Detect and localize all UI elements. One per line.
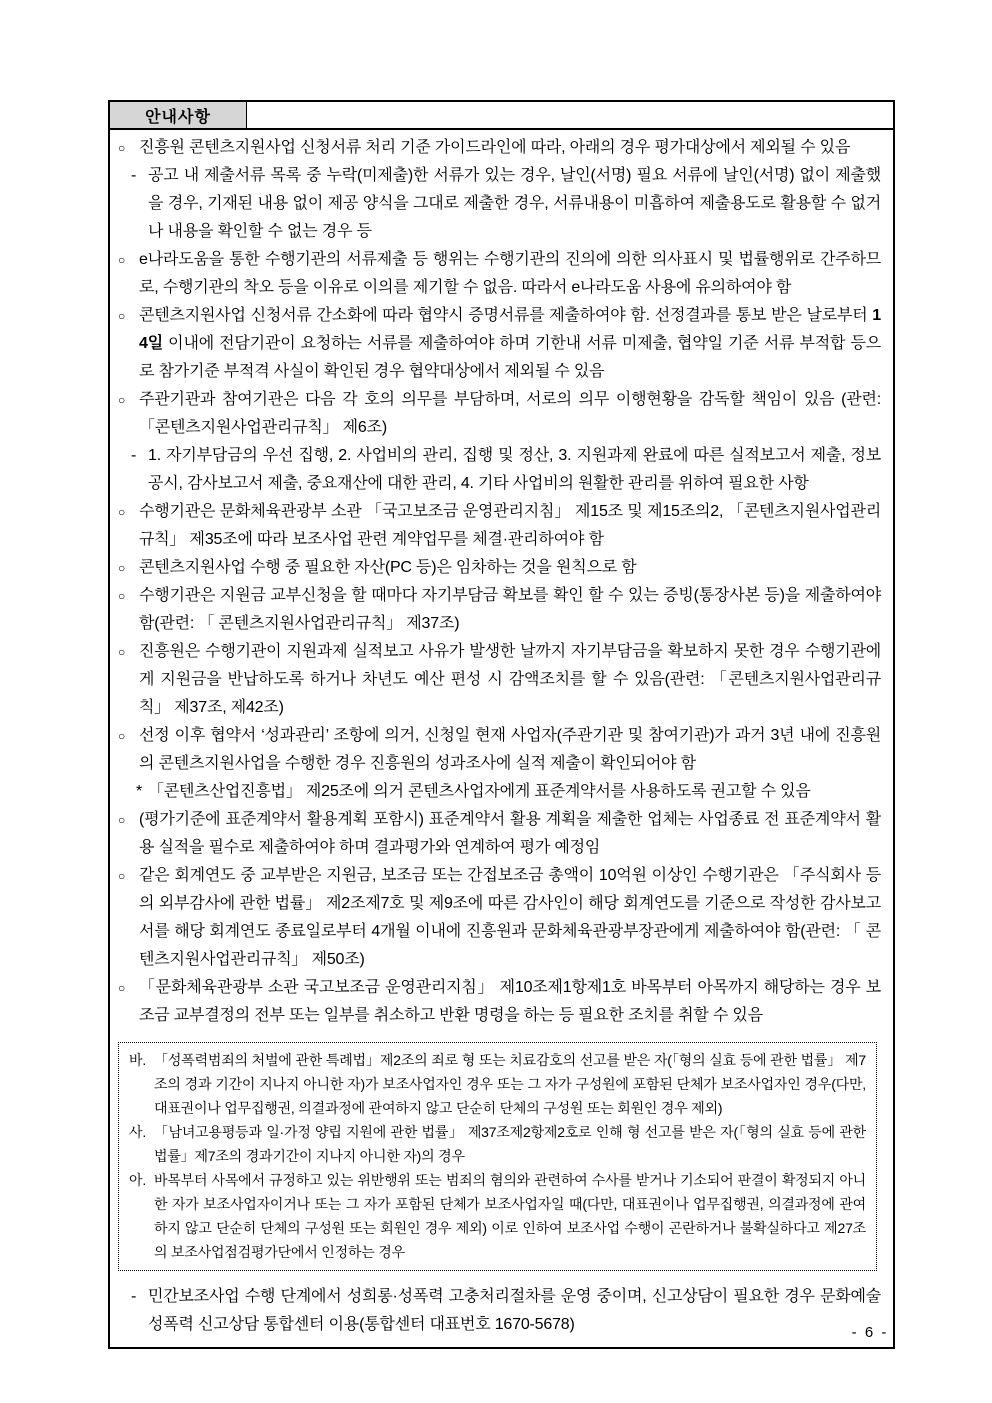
notice-table [108, 100, 895, 1349]
notice-item [112, 862, 881, 974]
item-marker: ○ [118, 813, 126, 827]
notice-header-empty-cell [247, 102, 893, 128]
notice-item [112, 974, 881, 1030]
notice-item [112, 498, 881, 554]
exclusion-clause-item [127, 1168, 866, 1264]
after-box-items [112, 1283, 881, 1339]
item-marker: 바. [129, 1052, 147, 1068]
item-text: (평가기준에 표준계약서 활용계획 포함시) 표준계약서 활용 계획을 제출한 업체는 사업종료 전 표준계약서 활용 실적을 필수로 제출하여야 하며 결과평가와 연계하여 평가 예정임 [139, 811, 881, 856]
item-marker: ○ [118, 589, 126, 603]
notice-item [112, 638, 881, 722]
item-text: 바목부터 사목에서 규정하고 있는 위반행위 또는 범죄의 혐의와 관련하여 수사를 받거나 기소되어 판결이 확정되지 아니한 자가 보조사업자이거나 또는 그 자가 포함된 단체가 보조사업자일 때(다만, 대표권이나 업무집행권, 의결과정에 관여하지 않고 단순히 단체의 구성원 또는 회원인 경우 제외) 이로 인하여 보조사업 수행이 곤란하거나 불확실하다고 제27조의 보조사업점검평가단에서 인정하는 경우 [154, 1172, 866, 1260]
item-marker: ○ [118, 561, 126, 575]
item-marker: 사. [129, 1124, 147, 1140]
item-marker: ○ [118, 729, 126, 743]
item-marker: - [131, 447, 137, 464]
notice-item [112, 582, 881, 638]
notice-item [112, 722, 881, 778]
notice-item [112, 806, 881, 862]
notice-item [112, 778, 881, 806]
notice-item [112, 554, 881, 582]
item-text: e나라도움을 통한 수행기관의 서류제출 등 행위는 수행기관의 진의에 의한 의사표시 및 법률행위로 간주하므로, 수행기관의 착오 등을 이유로 이의를 제기할 수 없음. 따라서 e나라도움 사용에 유의하여야 함 [139, 251, 881, 296]
item-text: 수행기관은 문화체육관광부 소관 「국고보조금 운영관리지침」 제15조 및 제15조의2, 「콘텐츠지원사업관리규칙」 제35조에 따라 보조사업 관련 계약업무를 체결·관리하여야 함 [139, 503, 881, 548]
item-marker: ○ [118, 141, 126, 155]
notice-item [112, 386, 881, 442]
notice-item [112, 134, 881, 162]
item-marker: - [131, 1288, 137, 1305]
item-text: 「문화체육관광부 소관 국고보조금 운영관리지침」 제10조제1항제1호 바목부터 아목까지 해당하는 경우 보조금 교부결정의 전부 또는 일부를 취소하고 반환 명령을 하는 등 필요한 조치를 취할 수 있음 [139, 979, 881, 1024]
item-text: 「성폭력범죄의 처벌에 관한 특례법」제2조의 죄로 형 또는 치료감호의 선고를 받은 자(「형의 실효 등에 관한 법률」 제7조의 경과 기간이 지나지 아니한 자)가 보조사업자인 경우 또는 그 자가 구성원에 포함된 단체가 보조사업자인 경우(다만, 대표권이나 업무집행권, 의결과정에 관여하지 않고 단순히 단체의 구성원 또는 회원인 경우 제외) [154, 1052, 866, 1116]
item-marker: ○ [118, 505, 126, 519]
item-text: 콘텐츠지원사업 수행 중 필요한 자산(PC 등)은 임차하는 것을 원칙으로 함 [139, 559, 637, 576]
page-number: - 6 - [851, 1324, 889, 1341]
notice-items [112, 134, 881, 1030]
item-text: 진흥원은 수행기관이 지원과제 실적보고 사유가 발생한 날까지 자기부담금을 확보하지 못한 경우 수행기관에게 지원금을 반납하도록 하거나 차년도 예산 편성 시 감액조치를 할 수 있음(관련: 「콘텐츠지원사업관리규칙」 제37조, 제42조) [139, 643, 881, 716]
exclusion-clauses-items [127, 1048, 866, 1264]
exclusion-clauses-box [118, 1042, 877, 1271]
item-text: 수행기관은 지원금 교부신청을 할 때마다 자기부담금 확보를 확인 할 수 있는 증빙(통장사본 등)을 제출하여야 함(관련: 「 콘텐츠지원사업관리규칙」 제37조) [139, 587, 881, 632]
item-marker: ○ [118, 645, 126, 659]
item-text: 주관기관과 참여기관은 다음 각 호의 의무를 부담하며, 서로의 의무 이행현황을 감독할 책임이 있음 (관련: 「콘텐츠지원사업관리규칙」 제6조) [139, 391, 881, 436]
item-text: 선정 이후 협약서 ‘성과관리’ 조항에 의거, 신청일 현재 사업자(주관기관 및 참여기관)가 과거 3년 내에 진흥원의 콘텐츠지원사업을 수행한 경우 진흥원의 성과조사에 실적 제출이 확인되어야 함 [139, 727, 881, 772]
item-text: 「남녀고용평등과 일·가정 양립 지원에 관한 법률」 제37조제2항제2호로 인해 형 선고를 받은 자(「형의 실효 등에 관한 법률」제7조의 경과기간이 지나지 아니한 자)의 경우 [154, 1124, 866, 1164]
item-marker: ○ [118, 869, 126, 883]
notice-header-cell: 안내사항 [110, 102, 247, 128]
notice-item [112, 1283, 881, 1339]
notice-body-cell [110, 130, 893, 1347]
item-text: 진흥원 콘텐츠지원사업 신청서류 처리 기준 가이드라인에 따라, 아래의 경우 평가대상에서 제외될 수 있음 [139, 139, 851, 156]
item-marker: 아. [129, 1172, 147, 1188]
notice-item [112, 442, 881, 498]
item-text: 민간보조사업 수행 단계에서 성희롱·성폭력 고충처리절차를 운영 중이며, 신고상담이 필요한 경우 문화예술 성폭력 신고상담 통합센터 이용(통합센터 대표번호 1670-5678) [148, 1288, 881, 1333]
item-marker: - [131, 167, 137, 184]
item-text: 공고 내 제출서류 목록 중 누락(미제출)한 서류가 있는 경우, 날인(서명) 필요 서류에 날인(서명) 없이 제출했을 경우, 기재된 내용 없이 제공 양식을 그대로 제출한 경우, 서류내용이 미흡하여 제출용도로 활용할 수 없거나 내용을 확인할 수 없는 경우 등 [148, 167, 881, 240]
item-text: 같은 회계연도 중 교부받은 지원금, 보조금 또는 간접보조금 총액이 10억원 이상인 수행기관은 「주식회사 등의 외부감사에 관한 법률」 제2조제7호 및 제9조에 따른 감사인이 해당 회계연도를 기준으로 작성한 감사보고서를 해당 회계연도 종료일로부터 4개월 이내에 진흥원과 문화체육관광부장관에게 제출하여야 함(관련: 「 콘텐츠지원사업관리규칙」 제50조) [139, 867, 881, 968]
item-marker: * [136, 783, 143, 800]
exclusion-clause-item [127, 1048, 866, 1120]
item-text: 「콘텐츠산업진흥법」 제25조에 의거 콘텐츠사업자에게 표준계약서를 사용하도록 권고할 수 있음 [148, 783, 811, 800]
exclusion-clause-item [127, 1120, 866, 1168]
item-marker: ○ [118, 253, 126, 267]
item-marker: ○ [118, 393, 126, 407]
item-text: 콘텐츠지원사업 신청서류 간소화에 따라 협약시 증명서류를 제출하여야 함. 선정결과를 통보 받은 날로부터 14일 이내에 전담기관이 요청하는 서류를 제출하여야 하며 기한내 서류 미제출, 협약일 기준 서류 부적합 등으로 참가기준 부적격 사실이 확인된 경우 협약대상에서 제외될 수 있음 [139, 307, 881, 380]
notice-header-row [110, 102, 893, 130]
notice-item [112, 246, 881, 302]
item-marker: ○ [118, 309, 126, 323]
notice-item [112, 162, 881, 246]
notice-item [112, 302, 881, 386]
item-text: 1. 자기부담금의 우선 집행, 2. 사업비의 관리, 집행 및 정산, 3. 지원과제 완료에 따른 실적보고서 제출, 정보공시, 감사보고서 제출, 중요재산에 대한 관리, 4. 기타 사업비의 원활한 관리를 위하여 필요한 사항 [148, 447, 881, 492]
item-marker: ○ [118, 981, 126, 995]
